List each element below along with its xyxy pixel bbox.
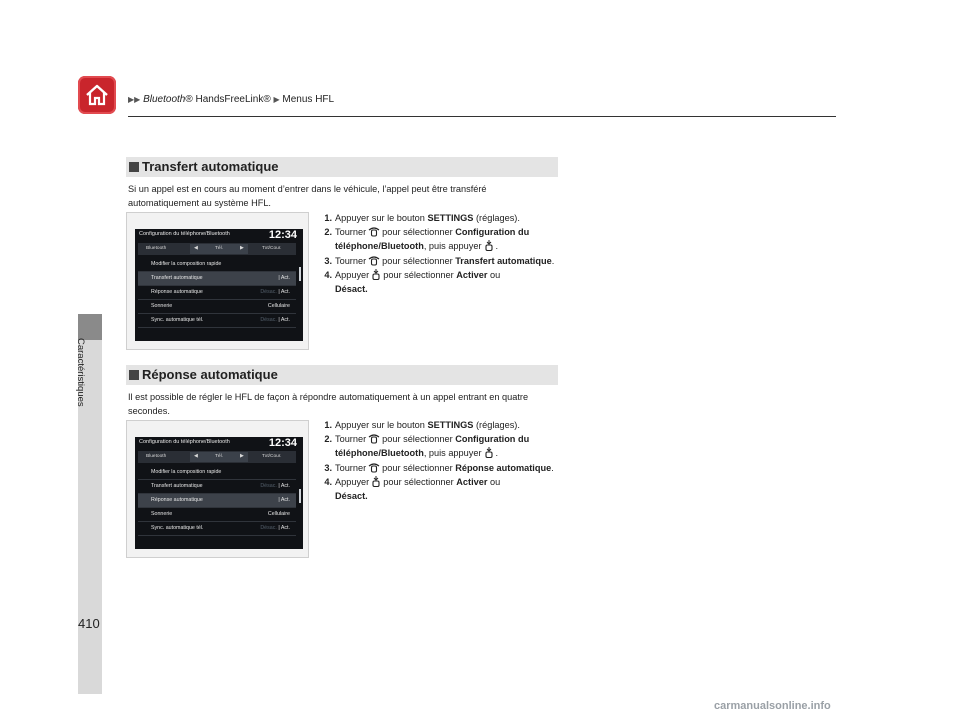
watermark: carmanualsonline.info — [714, 700, 831, 712]
section-intro: Il est possible de régler le HFL de façon à répondre automatiquement à un appel entrant en quatre secondes. — [128, 392, 529, 416]
breadcrumb-arrow-icon: ▶▶ — [128, 95, 141, 104]
menu-row-label: Sonnerie — [151, 303, 173, 309]
tab-txt-cour: Txt/Cour. — [262, 246, 282, 251]
tab-txt-cour: Txt/Cour. — [262, 454, 282, 459]
section-header-transfert — [126, 157, 558, 177]
step-4: 4. Appuyer pour sélectionner Activer ou Désact. — [324, 269, 501, 295]
menu-row-value-on: | Act. — [278, 497, 290, 503]
menu-row-value — [278, 497, 290, 503]
step-4: 4. Appuyer pour sélectionner Activer ou Désact. — [324, 476, 501, 502]
tab-bluetooth: Bluetooth — [146, 454, 167, 459]
display-panel — [135, 437, 303, 549]
menu-row-value-off: Désac. — [260, 289, 277, 295]
display-panel — [135, 229, 303, 341]
menu-row-value-off: Désac. — [260, 483, 277, 489]
tab-right-arrow-icon: ▶ — [240, 454, 244, 459]
menu-row-value-on: | Act. — [278, 289, 290, 295]
menu-row-value-on: | Act. — [278, 525, 290, 531]
tab-bluetooth: Bluetooth — [146, 246, 167, 251]
breadcrumb — [128, 94, 334, 105]
menu-row-label: Réponse automatique — [151, 497, 203, 503]
screen-illustration — [126, 420, 309, 558]
breadcrumb-item-menus-hfl[interactable]: Menus HFL — [282, 94, 335, 105]
selector-knob-rotate-icon — [368, 255, 380, 266]
tab-tel: Tél. — [215, 454, 223, 459]
selector-knob-press-icon — [371, 269, 381, 280]
menu-row-value — [260, 525, 290, 531]
display-tabbar — [138, 451, 296, 463]
menu-row-value — [260, 317, 290, 323]
breadcrumb-item-handsfreelink[interactable]: ® HandsFreeLink® — [185, 94, 271, 105]
menu-row-value-on: | Act. — [278, 275, 290, 281]
menu-row-value — [278, 275, 290, 281]
step-1: 1. Appuyer sur le bouton SETTINGS (réglages). — [324, 213, 520, 223]
section-intro: Si un appel est en cours au moment d’entrer dans le véhicule, l’appel peut être transféré automatiquement au système HFL. — [128, 184, 487, 208]
step-3: 3. Tourner pour sélectionner Réponse automatique. — [324, 462, 554, 473]
menu-row-label: Réponse automatique — [151, 289, 203, 295]
menu-row-label: Sonnerie — [151, 511, 173, 517]
section-title: Transfert automatique — [142, 159, 279, 174]
page-number: 410 — [78, 616, 100, 631]
display-title: Configuration du téléphone/Bluetooth — [139, 439, 230, 445]
selector-knob-press-icon — [371, 476, 381, 487]
step-1: 1. Appuyer sur le bouton SETTINGS (réglages). — [324, 420, 520, 430]
selector-knob-rotate-icon — [368, 226, 380, 237]
selector-knob-press-icon — [484, 447, 494, 458]
menu-row-value: Cellulaire — [267, 303, 290, 309]
menu-row-selected — [138, 494, 296, 508]
sidebar-label — [64, 338, 116, 438]
home-icon — [83, 81, 111, 109]
menu-row-value — [260, 483, 290, 489]
display-clock: 12:34 — [268, 437, 297, 449]
menu-row-label: Transfert automatique — [151, 483, 203, 489]
menu-row — [138, 314, 296, 328]
section-square-icon — [129, 370, 139, 380]
menu-row-selected — [138, 272, 296, 286]
header-rule — [128, 116, 836, 117]
breadcrumb-item-bluetooth[interactable]: Bluetooth — [143, 94, 186, 105]
selector-knob-rotate-icon — [368, 433, 380, 444]
selector-knob-press-icon — [484, 240, 494, 251]
step-2: 2. Tourner pour sélectionner Configuration du téléphone/Bluetooth, puis appuyer . — [324, 434, 530, 459]
menu-row-label: Transfert automatique — [151, 275, 203, 281]
section-square-icon — [129, 162, 139, 172]
display-title: Configuration du téléphone/Bluetooth — [139, 231, 230, 237]
menu-row — [138, 300, 296, 314]
menu-row-value-on: | Act. — [278, 483, 290, 489]
menu-row — [138, 258, 296, 272]
steps-list — [314, 418, 560, 503]
menu-row-label: Sync. automatique tél. — [151, 317, 204, 323]
tab-tel: Tél. — [215, 246, 223, 251]
menu-row-label: Modifier la composition rapide — [151, 469, 222, 475]
menu-row — [138, 286, 296, 300]
step-3: 3. Tourner pour sélectionner Transfert automatique. — [324, 255, 555, 266]
menu-row-label: Modifier la composition rapide — [151, 261, 222, 267]
menu-row-label: Sync. automatique tél. — [151, 525, 204, 531]
tab-right-arrow-icon: ▶ — [240, 246, 244, 251]
scrollbar — [299, 267, 301, 281]
step-2: 2. Tourner pour sélectionner Configuration du téléphone/Bluetooth, puis appuyer . — [324, 227, 530, 252]
menu-row-value-on: | Act. — [278, 317, 290, 323]
home-button[interactable] — [78, 76, 116, 114]
steps-list — [314, 211, 560, 296]
menu-row-value-off: Désac. — [260, 525, 277, 531]
selector-knob-rotate-icon — [368, 462, 380, 473]
menu-row — [138, 508, 296, 522]
menu-row — [138, 522, 296, 536]
display-tabbar — [138, 243, 296, 255]
breadcrumb-arrow-icon: ▶ — [273, 95, 280, 104]
section-header-reponse — [126, 365, 558, 385]
menu-row-value — [260, 289, 290, 295]
display-clock: 12:34 — [268, 229, 297, 241]
menu-row — [138, 466, 296, 480]
menu-row — [138, 480, 296, 494]
section-title: Réponse automatique — [142, 367, 278, 382]
menu-row-value-off: Désac. — [260, 317, 277, 323]
sidebar-label-text: Caractéristiques — [75, 338, 86, 407]
tab-left-arrow-icon: ◀ — [194, 454, 198, 459]
sidebar-tab — [78, 314, 102, 340]
menu-row-value: Cellulaire — [267, 511, 290, 517]
scrollbar — [299, 489, 301, 503]
screen-illustration — [126, 212, 309, 350]
tab-left-arrow-icon: ◀ — [194, 246, 198, 251]
